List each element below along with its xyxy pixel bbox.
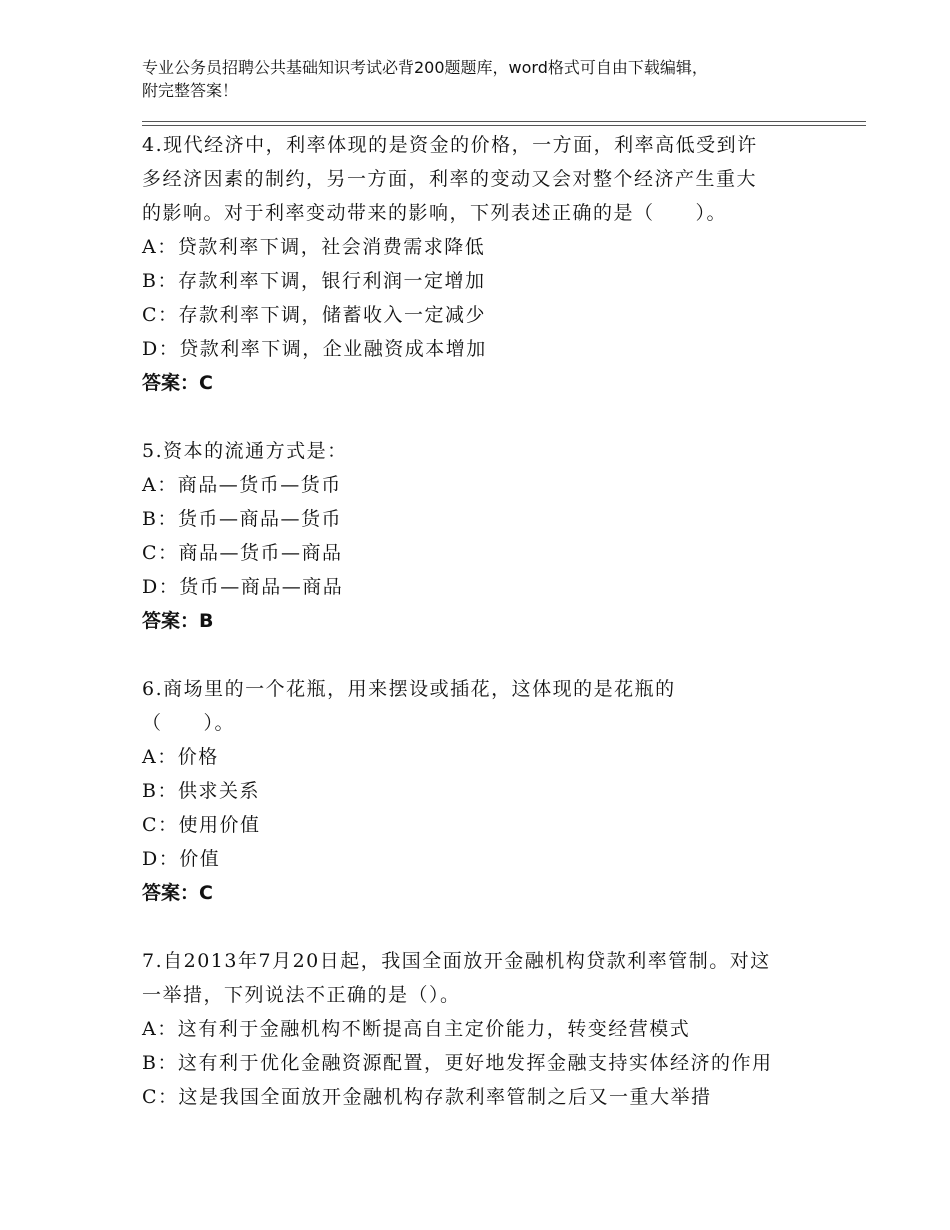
question-stem-line: 多经济因素的制约，另一方面，利率的变动又会对整个经济产生重大 — [142, 168, 758, 190]
answer-label: 答案：C — [142, 372, 213, 394]
option-d: D：价值 — [142, 848, 221, 870]
header-divider-top — [142, 121, 866, 122]
question-stem-line: 4.现代经济中，利率体现的是资金的价格，一方面，利率高低受到许 — [142, 134, 758, 156]
option-c: C：商品—货币—商品 — [142, 542, 343, 564]
header-line-2: 附完整答案！ — [142, 81, 239, 100]
question-stem-line: 一举措，下列说法不正确的是（）。 — [142, 984, 461, 1006]
option-d: D：贷款利率下调，企业融资成本增加 — [142, 338, 487, 360]
question-6 — [142, 672, 822, 910]
option-c: C：这是我国全面放开金融机构存款利率管制之后又一重大举措 — [142, 1086, 712, 1108]
option-a: A：商品—货币—货币 — [142, 474, 342, 496]
option-b: B：供求关系 — [142, 780, 260, 802]
option-a: A：贷款利率下调，社会消费需求降低 — [142, 236, 486, 258]
option-c: C：存款利率下调，储蓄收入一定减少 — [142, 304, 487, 326]
question-stem-line: 的影响。对于利率变动带来的影响，下列表述正确的是（ ）。 — [142, 202, 728, 224]
option-b: B：这有利于优化金融资源配置，更好地发挥金融支持实体经济的作用 — [142, 1052, 773, 1074]
question-stem-line: （ ）。 — [142, 712, 236, 734]
question-stem-line: 7.自2013年7月20日起，我国全面放开金融机构贷款利率管制。对这 — [142, 950, 771, 972]
option-b: B：存款利率下调，银行利润一定增加 — [142, 270, 486, 292]
question-stem-line: 6.商场里的一个花瓶，用来摆设或插花，这体现的是花瓶的 — [142, 678, 676, 700]
option-a: A：这有利于金融机构不断提高自主定价能力，转变经营模式 — [142, 1018, 691, 1040]
option-a: A：价格 — [142, 746, 219, 768]
answer-label: 答案：B — [142, 610, 214, 632]
question-stem-line: 5.资本的流通方式是： — [142, 440, 348, 462]
question-4 — [142, 128, 822, 400]
document-header — [142, 56, 822, 102]
option-d: D：货币—商品—商品 — [142, 576, 344, 598]
header-divider-bottom — [142, 125, 866, 126]
option-c: C：使用价值 — [142, 814, 261, 836]
question-5 — [142, 434, 822, 638]
header-line-1: 专业公务员招聘公共基础知识考试必背200题题库，word格式可自由下载编辑， — [142, 58, 708, 77]
question-list — [142, 128, 822, 1114]
question-7 — [142, 944, 822, 1114]
answer-label: 答案：C — [142, 882, 213, 904]
option-b: B：货币—商品—货币 — [142, 508, 342, 530]
